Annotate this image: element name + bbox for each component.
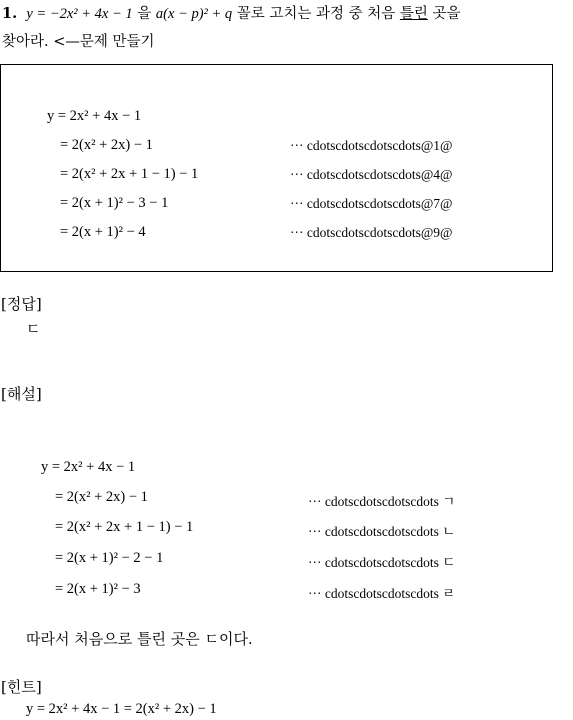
solution-line-2-expr: = 2(x² + 2x + 1 − 1) − 1 xyxy=(55,519,194,535)
box-line-1-expr: = 2(x² + 2x) − 1 xyxy=(60,137,153,153)
box-line-3-mark: ··· cdotscdotscdotscdots@7@ xyxy=(290,196,453,211)
solution-line-1-expr: = 2(x² + 2x) − 1 xyxy=(55,489,148,505)
solution-line-0-expr: y = 2x² + 4x − 1 xyxy=(41,459,136,475)
stem-text: 꼴로 고치는 과정 중 처음 xyxy=(236,6,396,22)
hint-label: [힌트] xyxy=(1,678,42,696)
box-line-4-mark: ··· cdotscdotscdotscdots@9@ xyxy=(290,225,453,240)
function-expression: y = −2x² + 4x − 1 xyxy=(26,6,133,22)
underlined-word: 틀린 xyxy=(399,6,428,22)
problem-stem-line1 xyxy=(2,2,461,23)
stem-text: 을 xyxy=(137,6,152,22)
answer-label: [정답] xyxy=(1,295,42,313)
solution-line-3-mark: ··· cdotscdotscdotscdots ㄷ xyxy=(308,555,456,570)
problem-stem-line2: 찾아라. <—문제 만들기 xyxy=(2,34,155,50)
problem-number: 1. xyxy=(2,5,18,22)
solution-label: [해설] xyxy=(1,385,42,403)
stem-text: 곳을 xyxy=(432,6,461,22)
box-line-3-expr: = 2(x + 1)² − 3 − 1 xyxy=(60,195,169,211)
hint-expression: y = 2x² + 4x − 1 = 2(x² + 2x) − 1 xyxy=(26,701,217,717)
solution-line-1-mark: ··· cdotscdotscdotscdots ㄱ xyxy=(308,494,456,509)
vertex-form-expression: a(x − p)² + q xyxy=(155,6,233,22)
box-line-0-expr: y = 2x² + 4x − 1 xyxy=(47,108,142,124)
solution-line-3-expr: = 2(x + 1)² − 2 − 1 xyxy=(55,550,164,566)
answer-value: ㄷ xyxy=(26,320,41,338)
box-line-2-mark: ··· cdotscdotscdotscdots@4@ xyxy=(290,167,453,182)
solution-line-4-expr: = 2(x + 1)² − 3 xyxy=(55,581,141,597)
box-line-1-mark: ··· cdotscdotscdotscdots@1@ xyxy=(290,138,453,153)
solution-line-2-mark: ··· cdotscdotscdotscdots ㄴ xyxy=(308,524,456,539)
box-line-4-expr: = 2(x + 1)² − 4 xyxy=(60,224,146,240)
solution-conclusion: 따라서 처음으로 틀린 곳은 ㄷ이다. xyxy=(26,630,253,648)
box-line-2-expr: = 2(x² + 2x + 1 − 1) − 1 xyxy=(60,166,199,182)
solution-line-4-mark: ··· cdotscdotscdotscdots ㄹ xyxy=(308,586,456,601)
